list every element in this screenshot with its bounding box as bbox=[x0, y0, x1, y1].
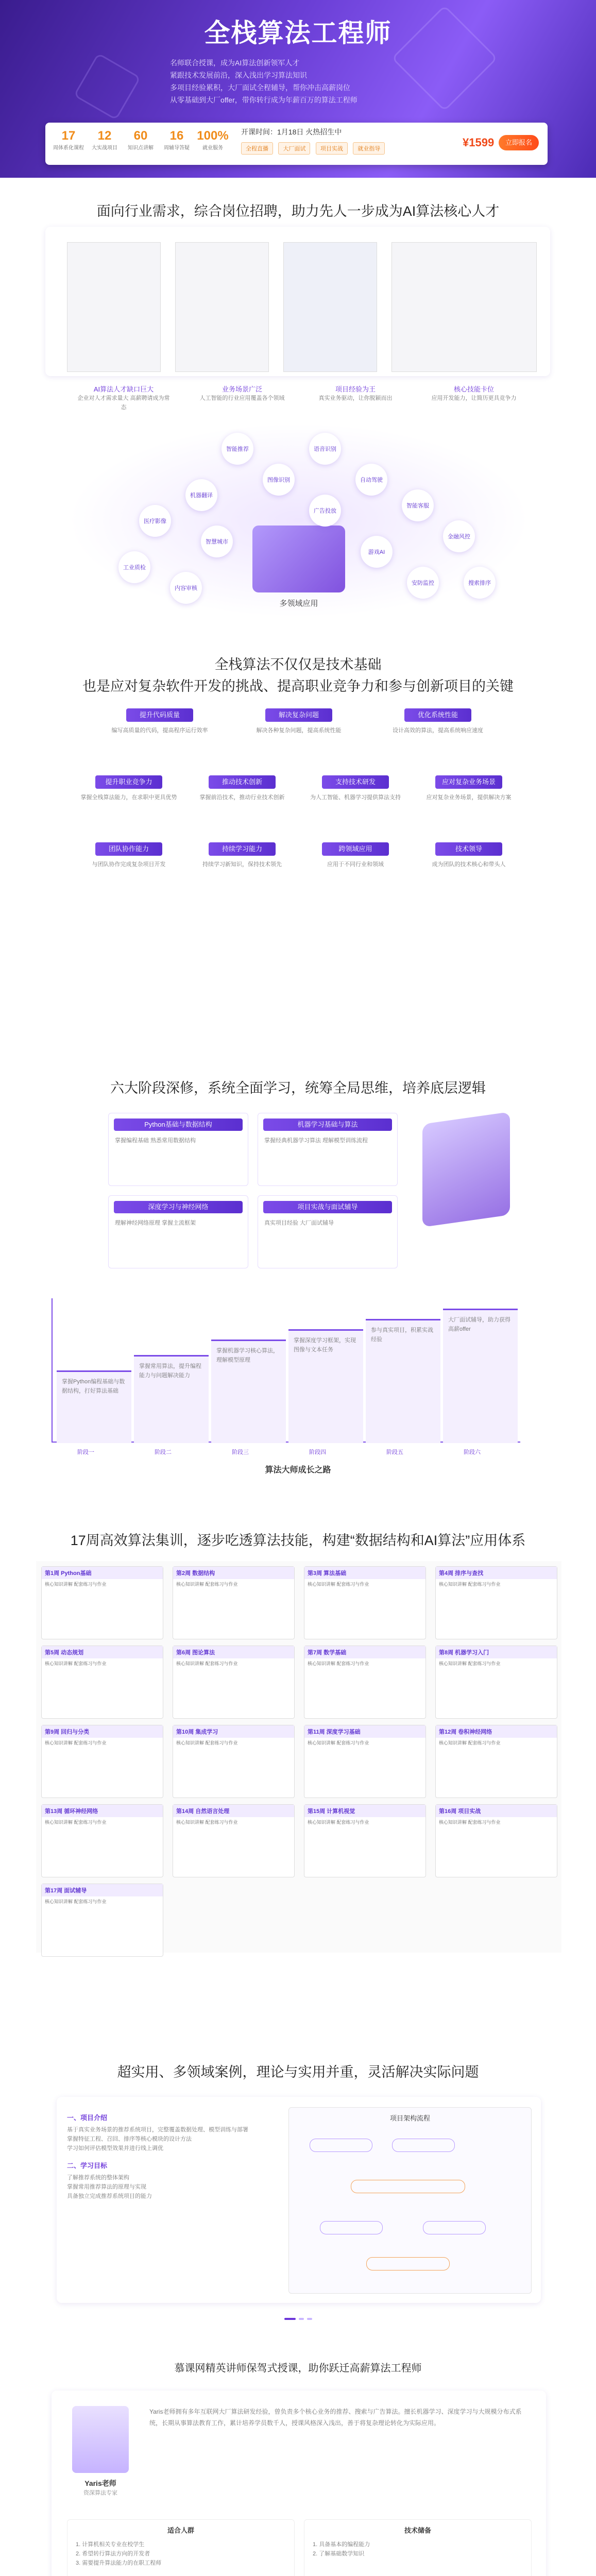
application-bubble-map bbox=[67, 422, 531, 618]
diagram-node bbox=[320, 2221, 383, 2234]
week-card-desc: 核心知识讲解 配套练习与作业 bbox=[439, 1582, 501, 1587]
hero-feature: 名师联合授课，成为AI算法创新领军人才 bbox=[170, 59, 300, 67]
week-card bbox=[173, 1725, 295, 1798]
stage-staircase bbox=[52, 1298, 525, 1448]
week-card-desc: 核心知识讲解 配套练习与作业 bbox=[176, 1740, 238, 1745]
section-title: 超实用、多领域案例，理论与实用并重，灵活解决实际问题 bbox=[117, 2064, 479, 2080]
case-description bbox=[67, 2112, 273, 2201]
stat-item: 60 知识点讲解 bbox=[128, 129, 154, 151]
stage-card: Python基础与数据结构 掌握编程基础 熟悉常用数据结构 bbox=[108, 1113, 248, 1186]
week-card-desc: 核心知识讲解 配套练习与作业 bbox=[176, 1661, 238, 1666]
stage-label: 阶段四 bbox=[309, 1449, 326, 1455]
week-card-desc: 核心知识讲解 配套练习与作业 bbox=[439, 1820, 501, 1825]
weekly-schedule-grid bbox=[36, 1561, 561, 1953]
stage-label: 阶段二 bbox=[155, 1449, 172, 1455]
buy-tag: 全程直播 bbox=[241, 142, 273, 155]
week-card-title: 第15周 计算机视觉 bbox=[304, 1805, 425, 1817]
diagram-node bbox=[423, 2221, 486, 2234]
application-bubble: 智能客服 bbox=[402, 489, 434, 521]
week-card bbox=[41, 1566, 163, 1639]
week-card bbox=[304, 1804, 426, 1877]
application-bubble: 工业质检 bbox=[118, 551, 150, 583]
week-card-desc: 核心知识讲解 配套练习与作业 bbox=[45, 1661, 107, 1666]
buy-tag: 就业指导 bbox=[353, 142, 385, 155]
stage-label: 阶段五 bbox=[386, 1449, 403, 1455]
week-card bbox=[41, 1725, 163, 1798]
screenshot-thumb bbox=[283, 242, 377, 372]
week-card-title: 第12周 卷积神经网络 bbox=[436, 1725, 557, 1738]
teacher-panel bbox=[52, 2391, 546, 2576]
skill-item: 技术领导 成为团队的技术核心和带头人 bbox=[417, 842, 520, 869]
week-card bbox=[173, 1566, 295, 1639]
week-card-title: 第1周 Python基础 bbox=[42, 1567, 163, 1579]
application-bubble: 搜索排序 bbox=[464, 567, 496, 599]
diagram-node bbox=[310, 2139, 372, 2152]
week-card bbox=[304, 1646, 426, 1719]
week-card-desc: 核心知识讲解 配套练习与作业 bbox=[45, 1582, 107, 1587]
section-title: 面向行业需求，综合岗位招聘，助力先人一步成为AI算法核心人才 bbox=[96, 204, 500, 219]
info-card: 核心技能卡位 应用开发能力，让简历更具竞争力 bbox=[431, 385, 517, 401]
case-line: 掌握常用推荐算法的原理与实现 bbox=[67, 2184, 146, 2190]
application-bubble: 语音识别 bbox=[309, 433, 341, 465]
info-card: 业务场景广泛 人工智能的行业应用覆盖各个领域 bbox=[199, 385, 285, 401]
application-bubble: 自动驾驶 bbox=[355, 464, 387, 496]
week-card-title: 第13周 循环神经网络 bbox=[42, 1805, 163, 1817]
decorative-cube-icon bbox=[73, 53, 141, 120]
stage-step: 掌握机器学习核心算法，理解模型原理 bbox=[211, 1340, 286, 1443]
stage-step: 大厂面试辅导，助力获得高薪offer bbox=[443, 1309, 518, 1443]
week-card-title: 第14周 自然语言处理 bbox=[173, 1805, 294, 1817]
case-line: 具备独立完成推荐系统项目的能力 bbox=[67, 2193, 152, 2199]
diagram-node bbox=[351, 2180, 465, 2193]
week-card bbox=[41, 1646, 163, 1719]
week-card-title: 第9周 回归与分类 bbox=[42, 1725, 163, 1738]
application-bubble: 广告投放 bbox=[309, 495, 341, 527]
carousel-dot[interactable] bbox=[299, 2318, 304, 2320]
stage-step: 参与真实项目，积累实战经验 bbox=[366, 1319, 440, 1443]
carousel-dot[interactable] bbox=[307, 2318, 312, 2320]
skill-grid bbox=[77, 708, 520, 925]
stat-item: 16 周辅导答疑 bbox=[164, 129, 190, 151]
center-label: 多领域应用 bbox=[279, 599, 318, 608]
section-title: 慕课网精英讲师保驾式授课，助你跃迁高薪算法工程师 bbox=[174, 2363, 422, 2374]
section-subtitle: 也是应对复杂软件开发的挑战、提高职业竞争力和参与创新项目的关键 bbox=[82, 679, 514, 694]
teacher-role: 资深算法专家 bbox=[83, 2490, 117, 2496]
skill-item: 跨领域应用 应用于不同行业和领域 bbox=[304, 842, 407, 869]
week-card bbox=[435, 1646, 557, 1719]
week-card-title: 第5周 动态规划 bbox=[42, 1646, 163, 1658]
application-bubble: 金融风控 bbox=[443, 520, 475, 552]
skill-item: 提升职业竞争力 掌握全栈算法能力，在求职中更具优势 bbox=[77, 775, 180, 802]
section-title: 全栈算法不仅仅是技术基础 bbox=[214, 657, 382, 672]
week-card-desc: 核心知识讲解 配套练习与作业 bbox=[308, 1740, 369, 1745]
page-title: 全栈算法工程师 bbox=[204, 19, 392, 47]
skill-item: 优化系统性能 设计高效的算法，提高系统响应速度 bbox=[386, 708, 489, 735]
week-card-desc: 核心知识讲解 配套练习与作业 bbox=[45, 1820, 107, 1825]
prerequisite-box: 技术储备 1. 具备基本的编程能力 2. 了解基础数学知识 bbox=[304, 2519, 532, 2576]
info-card: 项目经验为王 真实业务驱动，让你脱颖而出 bbox=[318, 385, 393, 401]
week-card-desc: 核心知识讲解 配套练习与作业 bbox=[45, 1899, 107, 1904]
section-title: 六大阶段深修，系统全面学习，统筹全局思维，培养底层逻辑 bbox=[110, 1080, 486, 1096]
skill-item: 团队协作能力 与团队协作完成复杂项目开发 bbox=[77, 842, 180, 869]
robot-illustration bbox=[252, 526, 345, 592]
stage-step: 掌握深度学习框架，实现图像与文本任务 bbox=[288, 1329, 363, 1443]
stage-axis-labels bbox=[57, 1448, 531, 1458]
case-line: 基于真实业务场景的推荐系统项目，完整覆盖数据处理、模型训练与部署 bbox=[67, 2127, 248, 2133]
week-card-title: 第8周 机器学习入门 bbox=[436, 1646, 557, 1658]
week-card bbox=[41, 1804, 163, 1877]
teacher-name: Yaris老师 bbox=[84, 2479, 116, 2487]
case-line: 掌握特征工程、召回、排序等核心模块的设计方法 bbox=[67, 2136, 192, 2142]
hero-feature: 多项目经验累积，大厂面试全程辅导，帮你冲击高薪岗位 bbox=[170, 83, 350, 92]
stage-label: 阶段三 bbox=[232, 1449, 249, 1455]
stat-item: 17 周体系化课程 bbox=[53, 129, 84, 151]
skill-item: 应对复杂业务场景 应对复杂业务场景，提供解决方案 bbox=[417, 775, 520, 802]
hero-feature: 紧跟技术发展前沿，深入浅出学习算法知识 bbox=[170, 71, 307, 79]
week-card bbox=[304, 1725, 426, 1798]
skill-item: 提升代码质量 编写高质量的代码，提高程序运行效率 bbox=[108, 708, 211, 735]
section-title: 17周高效算法集训，逐步吃透算法技能，构建“数据结构和AI算法”应用体系 bbox=[70, 1533, 526, 1548]
stage-card: 机器学习基础与算法 掌握经典机器学习算法 理解模型训练流程 bbox=[258, 1113, 398, 1186]
skill-item: 支持技术研发 为人工智能、机器学习提供算法支持 bbox=[304, 775, 407, 802]
week-card-title: 第2周 数据结构 bbox=[173, 1567, 294, 1579]
buy-tag: 项目实战 bbox=[316, 142, 348, 155]
architecture-diagram bbox=[288, 2107, 532, 2294]
case-heading: 二、学习目标 bbox=[67, 2162, 108, 2170]
server-illustration bbox=[422, 1112, 510, 1227]
week-card bbox=[173, 1646, 295, 1719]
week-card-desc: 核心知识讲解 配套练习与作业 bbox=[308, 1661, 369, 1666]
buy-tag: 大厂面试 bbox=[278, 142, 310, 155]
week-card bbox=[173, 1804, 295, 1877]
week-card-title: 第7周 数学基础 bbox=[304, 1646, 425, 1658]
audience-box: 适合人群 1. 计算机相关专业在校学生 2. 希望转行算法方向的开发者 3. 需要提升算法能力的在职工程师 bbox=[67, 2519, 295, 2576]
buy-tag-list bbox=[241, 142, 388, 155]
stage-label: 阶段一 bbox=[77, 1449, 94, 1455]
carousel-dots bbox=[0, 2313, 596, 2323]
case-heading: 一、项目介绍 bbox=[67, 2114, 108, 2122]
stage-step: 掌握Python编程基础与数据结构，打好算法基础 bbox=[57, 1370, 131, 1443]
week-card-desc: 核心知识讲解 配套练习与作业 bbox=[176, 1582, 238, 1587]
axis-line bbox=[52, 1298, 53, 1443]
case-line: 学习如何评估模型效果并进行线上调优 bbox=[67, 2145, 163, 2151]
diagram-node bbox=[392, 2139, 455, 2152]
week-card-desc: 核心知识讲解 配套练习与作业 bbox=[439, 1740, 501, 1745]
screenshot-thumb bbox=[67, 242, 161, 372]
stage-step: 掌握常用算法，提升编程能力与问题解决能力 bbox=[134, 1355, 209, 1443]
road-label: 算法大师成长之路 bbox=[265, 1466, 331, 1475]
teacher-bio: Yaris老师拥有多年互联网大厂算法研发经验，曾负责多个核心业务的推荐、搜索与广告算法。擅长机器学习、深度学习与大规模分布式系统，长期从事算法教育工作，累计培养学员数千人，授课风格深入浅出，善于将复杂理论转化为实际应用。 bbox=[149, 2408, 522, 2427]
stat-item: 100% 就业服务 bbox=[197, 129, 229, 151]
application-bubble: 内容审核 bbox=[170, 572, 202, 604]
skill-item: 持续学习能力 持续学习新知识，保持技术领先 bbox=[191, 842, 294, 869]
stage-card: 项目实战与面试辅导 真实项目经验 大厂面试辅导 bbox=[258, 1195, 398, 1268]
skill-item: 解决复杂问题 解决各种复杂问题，提高系统性能 bbox=[247, 708, 350, 735]
info-card: AI算法人才缺口巨大 企业对人才需求量大 高薪聘请成为常态 bbox=[77, 385, 170, 411]
week-card-title: 第10周 集成学习 bbox=[173, 1725, 294, 1738]
diagram-title: 项目架构流程 bbox=[389, 2114, 430, 2122]
case-line: 了解推荐系统的整体架构 bbox=[67, 2175, 129, 2181]
week-card bbox=[41, 1884, 163, 1957]
week-card-title: 第6周 图论算法 bbox=[173, 1646, 294, 1658]
week-card-desc: 核心知识讲解 配套练习与作业 bbox=[439, 1661, 501, 1666]
hero-feature-list bbox=[170, 57, 357, 106]
application-bubble: 安防监控 bbox=[407, 567, 439, 599]
price-label: ¥1599 bbox=[463, 136, 495, 149]
hero-feature: 从零基础到大厂offer，带你转行成为年薪百万的算法工程师 bbox=[170, 96, 357, 104]
application-bubble: 机器翻译 bbox=[185, 479, 217, 511]
stage-card: 深度学习与神经网络 理解神经网络原理 掌握主流框架 bbox=[108, 1195, 248, 1268]
application-bubble: 图像识别 bbox=[263, 464, 295, 496]
week-card-desc: 核心知识讲解 配套练习与作业 bbox=[176, 1820, 238, 1825]
application-bubble: 医疗影像 bbox=[139, 505, 171, 537]
stage-cards bbox=[108, 1113, 397, 1278]
week-card-title: 第11周 深度学习基础 bbox=[304, 1725, 425, 1738]
skill-item: 推动技术创新 掌握前沿技术，推动行业技术创新 bbox=[191, 775, 294, 802]
week-card bbox=[435, 1566, 557, 1639]
week-card-title: 第4周 排序与查找 bbox=[436, 1567, 557, 1579]
application-bubble: 游戏AI bbox=[361, 536, 393, 568]
enroll-info: 开课时间：1月18日 火热招生中 bbox=[241, 128, 342, 136]
week-card-desc: 核心知识讲解 配套练习与作业 bbox=[308, 1582, 369, 1587]
stats-buy-bar bbox=[45, 123, 548, 165]
week-card bbox=[435, 1804, 557, 1877]
week-card-desc: 核心知识讲解 配套练习与作业 bbox=[45, 1740, 107, 1745]
week-card-title: 第16周 项目实战 bbox=[436, 1805, 557, 1817]
application-bubble: 智能推荐 bbox=[222, 433, 253, 465]
enroll-button[interactable]: 立即报名 bbox=[499, 135, 539, 150]
week-card bbox=[435, 1725, 557, 1798]
stat-item: 12 大实战项目 bbox=[92, 129, 117, 151]
screenshot-thumb bbox=[175, 242, 269, 372]
week-card-title: 第17周 面试辅导 bbox=[42, 1884, 163, 1896]
week-card bbox=[304, 1566, 426, 1639]
week-card-desc: 核心知识讲解 配套练习与作业 bbox=[308, 1820, 369, 1825]
carousel-dot[interactable] bbox=[284, 2318, 296, 2320]
diagram-node bbox=[366, 2257, 450, 2270]
screenshot-thumb bbox=[391, 242, 537, 372]
stage-label: 阶段六 bbox=[464, 1449, 481, 1455]
week-card-title: 第3周 算法基础 bbox=[304, 1567, 425, 1579]
application-bubble: 智慧城市 bbox=[201, 526, 233, 557]
case-study-panel bbox=[57, 2097, 541, 2303]
teacher-avatar bbox=[72, 2406, 129, 2473]
